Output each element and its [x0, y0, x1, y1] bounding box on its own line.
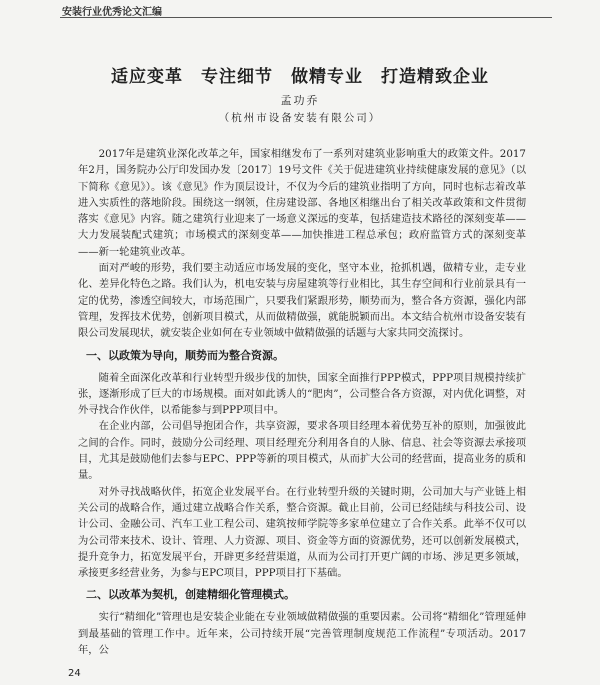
- running-header: 安装行业优秀论文汇编: [62, 7, 162, 18]
- paragraph: 面对严峻的形势，我们要主动适应市场发展的变化，坚守本业，抢抓机遇，做精专业，走专业化、差异化特色之路。我们认为，机电安装与房屋建筑等行业相比，其生存空间和行业前景具有一定的优势，渗透空间较大，市场范围广，只要我们紧跟形势，顺势而为，整合各方资源，强化内部管理，发挥技术优势，创新项目模式，从而做精做强，就能脱颖而出。本文结合杭州市设备安装有限公司发展现状，就安装企业如何在专业领域中做精做强的话题与大家共同交流探讨。: [78, 262, 526, 340]
- section-heading: 一、以政策为导向，顺势而为整合资源。: [86, 348, 284, 362]
- paragraph: 2017年是建筑业深化改革之年，国家相继发布了一系列对建筑业影响重大的政策文件。2017年2月，国务院办公厅印发国办发〔2017〕19号文件《关于促进建筑业持续健康发展的意见》（以下简称《意见》）。该《意见》作为顶层设计，不仅为今后的建筑业指明了方向，同时也标志着改革进入实质性的落地阶段。围绕这一纲领，住房建设部、各地区相继出台了相关改革政策和文件贯彻落实《意见》内容。随之建筑行业迎来了一场意义深远的变革，包括建造技术路径的深刻变革——大力发展装配式建筑；市场模式的深刻变革——加快推进工程总承包；政府监管方式的深刻变革——新一轮建筑业改革。: [78, 148, 526, 258]
- section-heading: 二、以改革为契机，创建精细化管理模式。: [86, 588, 295, 602]
- paragraph: 随着全面深化改革和行业转型升级步伐的加快，国家全面推行PPP模式，PPP项目规模持续扩张，逐渐形成了巨大的市场规模。面对如此诱人的“肥肉”，公司整合各方资源，对内优化调整，对外寻找合作伙伴，以希能参与到PPP项目中。: [78, 371, 526, 417]
- article-body: [78, 146, 526, 658]
- paragraph: 在企业内部，公司倡导抱团合作，共享资源，要求各项目经理本着优势互补的原则，加强彼此之间的合作。同时，鼓励分公司经理、项目经理充分利用各自的人脉、信息、社会等资源去承接项目，尤其是鼓励他们去参与EPC、PPP等新的项目模式，从而扩大公司的经营面，提高业务的质和量。: [78, 420, 526, 482]
- article-affiliation: （杭州市设备安装有限公司）: [218, 112, 382, 124]
- article-title: 适应变革 专注细节 做精专业 打造精致企业: [111, 67, 489, 87]
- article-author: 孟功乔: [280, 94, 320, 107]
- header-rule: [60, 17, 552, 18]
- paragraph: 对外寻找战略伙伴，拓宽企业发展平台。在行业转型升级的关键时期，公司加大与产业链上相关公司的战略合作，通过建立战略合作关系，整合资源。截止目前，公司已经陆续与科技公司、设计公司、金融公司、汽车工业工程公司、建筑按师学院等多家单位建立了合作关系。此举不仅可以为公司带来技术、设计、管理、人力资源、项目、资金等方面的资源优势，还可以创新发展模式，提升竞争力，拓宽发展平台，开辟更多经营渠道，从而为公司打开更广阔的市场、涉足更多领域，承接更多经营业务，为参与EPC项目，PPP项目打下基础。: [78, 485, 526, 580]
- paragraph: 实行“精细化”管理也是安装企业能在专业领域做精做强的重要因素。公司将“精细化”管理延伸到最基础的管理工作中。近年来，公司持续开展“完善管理制度规范工作流程”专项活动。2017年，公: [78, 611, 526, 657]
- page-number: 24: [68, 668, 81, 679]
